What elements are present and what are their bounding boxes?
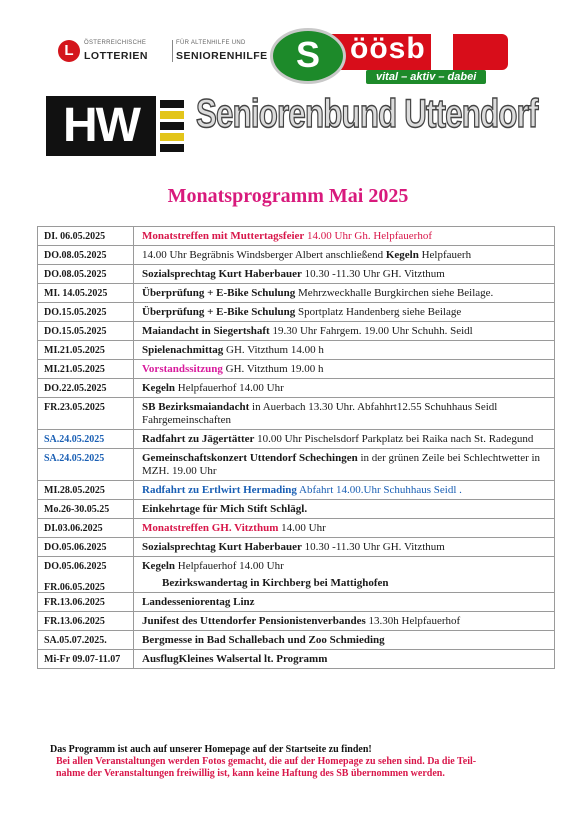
event-text: Gemeinschaftskonzert Uttendorf Schechingen	[142, 452, 358, 464]
event-date	[38, 322, 134, 340]
oesb-word: öösb	[350, 32, 426, 65]
event-text: Sozialsprechtag Kurt Haberbauer	[142, 268, 302, 280]
event-text: Sozialsprechtag Kurt Haberbauer	[142, 541, 302, 553]
event-text: 14.00 Uhr	[278, 522, 326, 534]
footer-line-photos: Bei allen Veranstaltungen werden Fotos gemacht, die auf der Homepage zu sehen sind. Da die Teil-	[56, 756, 477, 767]
event-text: Maiandacht in Siegertshaft	[142, 325, 270, 337]
event-description	[138, 612, 554, 630]
event-description	[138, 650, 554, 668]
event-date	[38, 557, 134, 592]
event-text: Kegeln	[385, 249, 419, 261]
event-description	[138, 519, 554, 537]
oesb-s-icon: S	[270, 28, 346, 84]
event-text: 10.30 -11.30 Uhr GH. Vitzthum	[301, 268, 445, 280]
event-text: Radfahrt zu Ertlwirt Hermading	[142, 484, 297, 496]
event-text: Kegeln	[142, 560, 175, 572]
footer-line-homepage: Das Programm ist auch auf unserer Homepage auf der Startseite zu finden!	[50, 744, 372, 755]
event-text: Überprüfung + E-Bike Schulung	[142, 306, 296, 318]
event-text: Monatstreffen GH. Vitzthum	[142, 522, 279, 534]
event-text: Kegeln	[142, 382, 175, 394]
event-text: Bergmesse in Bad Schallebach und Zoo Schmieding	[142, 634, 385, 646]
event-date-text: MI.21.05.2025	[44, 364, 105, 375]
event-date-text: SA.05.07.2025.	[44, 635, 107, 646]
event-date	[38, 631, 134, 649]
event-date-text: DO.08.05.2025	[44, 250, 107, 261]
event-date-text: MI.21.05.2025	[44, 345, 105, 356]
event-description	[138, 449, 554, 480]
event-date	[38, 246, 134, 264]
event-date	[38, 379, 134, 397]
table-row	[37, 593, 555, 612]
club-title: Seniorenbund Uttendorf	[196, 92, 538, 136]
table-row	[37, 612, 555, 631]
event-date	[38, 519, 134, 537]
event-date	[38, 341, 134, 359]
lotterien-big-right: SENIORENHILFE	[176, 50, 268, 62]
event-description	[138, 303, 554, 321]
table-row	[37, 557, 555, 593]
event-line	[142, 484, 550, 497]
event-description	[138, 246, 554, 264]
event-date	[38, 500, 134, 518]
event-line	[142, 401, 550, 427]
event-date	[38, 284, 134, 302]
event-line	[142, 615, 550, 628]
lotterien-big-left: LOTTERIEN	[84, 50, 148, 62]
event-line	[142, 382, 550, 395]
hw-logo	[46, 96, 188, 156]
event-date-text: DO.08.05.2025	[44, 269, 107, 280]
event-date	[38, 227, 134, 245]
event-date	[38, 360, 134, 378]
table-row	[37, 246, 555, 265]
event-date	[38, 650, 134, 668]
event-date-text: MI.28.05.2025	[44, 485, 105, 496]
table-row	[37, 430, 555, 449]
event-text: Vorstandssitzung	[142, 363, 223, 375]
event-date-text: DO.05.06.2025	[44, 561, 107, 572]
event-date	[38, 449, 134, 480]
event-line	[142, 325, 550, 338]
event-date-text: DI.03.06.2025	[44, 523, 103, 534]
event-text: GH. Vitzthum 19.00 h	[222, 363, 324, 375]
event-description	[138, 360, 554, 378]
lotterien-divider	[172, 40, 173, 62]
event-description	[138, 341, 554, 359]
event-line	[142, 522, 550, 535]
event-date	[38, 538, 134, 556]
event-text: Einkehrtage für Mich Stift Schlägl.	[142, 503, 308, 515]
event-description	[138, 500, 554, 518]
event-date-text: Mi-Fr 09.07-11.07	[44, 654, 121, 665]
event-date	[38, 265, 134, 283]
event-date-text: FR.23.05.2025	[44, 402, 105, 413]
event-text: Radfahrt zu Jägertätter	[142, 433, 255, 445]
event-text: 14.00 Uhr Begräbnis Windsberger Albert anschließend	[142, 249, 386, 261]
table-row	[37, 519, 555, 538]
event-text: Monatstreffen mit Muttertagsfeier	[142, 230, 305, 242]
hw-bars-icon	[160, 100, 184, 152]
event-description	[138, 557, 554, 592]
event-description	[138, 379, 554, 397]
event-text: Sportplatz Handenberg siehe Beilage	[295, 306, 462, 318]
event-description	[138, 430, 554, 448]
event-line	[142, 541, 550, 554]
event-date	[38, 398, 134, 429]
lotterien-small-left: ÖSTERREICHISCHE	[84, 40, 147, 46]
event-line	[142, 363, 550, 376]
event-text: GH. Vitzthum 14.00 h	[223, 344, 324, 356]
event-text: Überprüfung + E-Bike Schulung	[142, 287, 296, 299]
event-text: 14.00 Uhr Gh. Helpfauerhof	[304, 230, 432, 242]
event-text: Landesseniorentag Linz	[142, 596, 255, 608]
event-description	[138, 481, 554, 499]
table-row	[37, 360, 555, 379]
program-table	[37, 226, 555, 669]
table-row	[37, 481, 555, 500]
event-description	[138, 284, 554, 302]
oesb-logo	[270, 28, 520, 84]
table-row	[37, 284, 555, 303]
event-text: SB Bezirksmaiandacht	[142, 401, 250, 413]
table-row	[37, 631, 555, 650]
event-date-text: DO.15.05.2025	[44, 326, 107, 337]
event-date-text: SA.24.05.2025	[44, 434, 105, 445]
event-description	[138, 538, 554, 556]
table-row	[37, 226, 555, 246]
event-description	[138, 398, 554, 429]
event-date-text: FR.13.06.2025	[44, 616, 105, 627]
table-row	[37, 650, 555, 669]
event-line	[142, 433, 550, 446]
event-date	[38, 430, 134, 448]
event-line	[142, 249, 550, 262]
event-line	[142, 634, 550, 647]
event-description	[138, 322, 554, 340]
event-date-text: MI. 14.05.2025	[44, 288, 108, 299]
oesb-tagline: vital – aktiv – dabei	[366, 70, 486, 84]
event-text: in der grünen Zeile bei Schlechtwetter in MZH. 19.00 Uhr	[142, 452, 541, 477]
event-date-text: DO.22.05.2025	[44, 383, 107, 394]
event-text: Abfahrt 14.00.Uhr Schuhhaus Seidl .	[296, 484, 462, 496]
event-line	[142, 230, 550, 243]
table-row	[37, 265, 555, 284]
event-text: Junifest des Uttendorfer Pensionistenverbandes	[142, 615, 366, 627]
event-text: Bezirkswandertag in Kirchberg bei Mattighofen	[162, 577, 389, 589]
event-text: Helpfauerh	[418, 249, 472, 261]
event-description	[138, 227, 554, 245]
table-row	[37, 379, 555, 398]
table-row	[37, 322, 555, 341]
lotterien-circle-icon: L	[58, 40, 80, 62]
lotterien-small-right: FÜR ALTENHILFE UND	[176, 40, 246, 46]
footer-notes	[40, 744, 560, 780]
event-line	[142, 653, 550, 666]
event-line	[142, 306, 550, 319]
table-row	[37, 398, 555, 430]
event-date-text: SA.24.05.2025	[44, 453, 105, 464]
event-description	[138, 593, 554, 611]
event-date-text: FR.13.06.2025	[44, 597, 105, 608]
event-line	[142, 268, 550, 281]
event-line	[142, 287, 550, 300]
event-line	[142, 452, 550, 478]
event-date-text: FR.06.05.2025	[44, 582, 105, 593]
event-text: in Auerbach 13.30 Uhr. Abfahhrt12.55 Schuhhaus Seidl Fahrgemeinschaften	[142, 401, 498, 426]
table-row	[37, 303, 555, 322]
event-text: AusflugKleines Walsertal lt. Programm	[142, 653, 328, 665]
event-text: 10.30 -11.30 Uhr GH. Vitzthum	[301, 541, 445, 553]
event-date-text: DI. 06.05.2025	[44, 231, 106, 242]
event-description	[138, 265, 554, 283]
table-row	[37, 538, 555, 557]
event-line	[142, 344, 550, 357]
table-row	[37, 341, 555, 360]
hw-letters: HW	[46, 96, 156, 156]
event-date-text: DO.15.05.2025	[44, 307, 107, 318]
event-line	[142, 560, 550, 573]
event-date	[38, 593, 134, 611]
event-date	[38, 612, 134, 630]
event-text: Mehrzweckhalle Burgkirchen siehe Beilage.	[295, 287, 494, 299]
event-line	[142, 577, 550, 590]
table-row	[37, 449, 555, 481]
event-text: Helpfauerhof 14.00 Uhr	[175, 382, 284, 394]
event-text: 13.30h Helpfauerhof	[365, 615, 461, 627]
footer-line-liability: nahme der Veranstaltungen freiwillig ist, kann keine Haftung des SB übernommen werden.	[56, 768, 445, 779]
lotterien-logo	[58, 38, 268, 66]
event-date	[38, 481, 134, 499]
event-date	[38, 303, 134, 321]
event-text: 10.00 Uhr Pischelsdorf Parkplatz bei Raika nach St. Radegund	[254, 433, 534, 445]
event-line	[142, 503, 550, 516]
event-date-text: DO.05.06.2025	[44, 542, 107, 553]
event-line	[142, 596, 550, 609]
event-text: 19.30 Uhr Fahrgem. 19.00 Uhr Schuhh. Seidl	[269, 325, 473, 337]
page-title: Monatsprogramm Mai 2025	[167, 185, 409, 207]
event-date-text: Mo.26-30.05.25	[44, 504, 110, 515]
event-text: Spielenachmittag	[142, 344, 224, 356]
event-description	[138, 631, 554, 649]
event-text: Helpfauerhof 14.00 Uhr	[175, 560, 284, 572]
table-row	[37, 500, 555, 519]
